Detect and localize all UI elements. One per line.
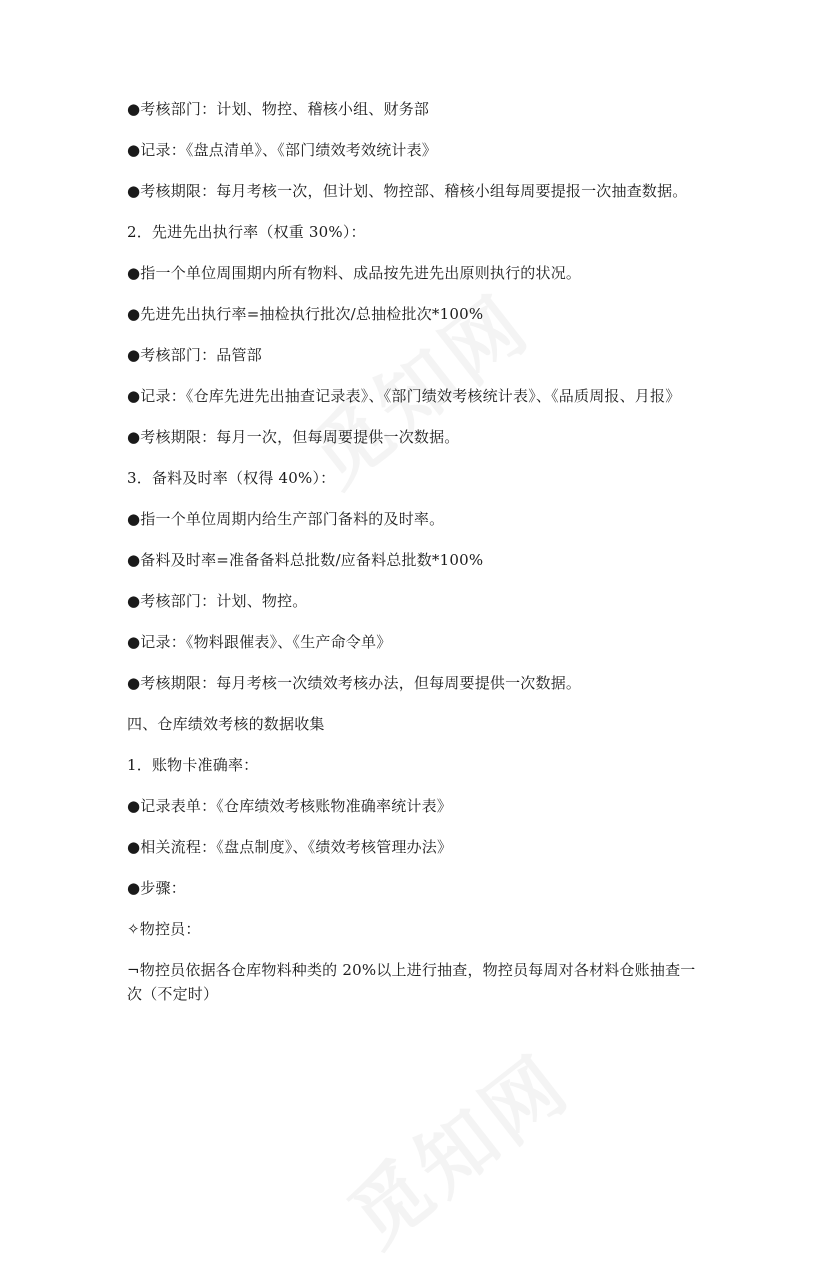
paragraph-prep-department: ●考核部门：计划、物控。 — [127, 592, 308, 610]
paragraph-prep-formula: ●备料及时率=准备备料总批数/应备料总批数*100% — [127, 551, 484, 569]
paragraph-steps: ●步骤： — [127, 879, 186, 897]
watermark — [322, 1024, 590, 1267]
paragraph-fifo-formula: ●先进先出执行率=抽检执行批次/总抽检批次*100% — [127, 305, 484, 323]
paragraph-fifo-records: ●记录：《仓库先进先出抽查记录表》、《部门绩效考核统计表》、《品质周报、月报》 — [127, 387, 681, 405]
section-heading-material-prep-rate: 3．备料及时率（权得 40%）： — [127, 469, 336, 487]
document-body — [127, 97, 707, 1023]
paragraph-fifo-definition: ●指一个单位周围期内所有物料、成品按先进先出原则执行的状况。 — [127, 264, 582, 282]
paragraph-fifo-period: ●考核期限：每月一次，但每周要提供一次数据。 — [127, 428, 460, 446]
paragraph-related-processes: ●相关流程：《盘点制度》、《绩效考核管理办法》 — [127, 838, 453, 856]
paragraph-controller-spot-check: ¬物控员依据各仓库物料种类的 20%以上进行抽查，物控员每周对各材料仓账抽查一次（不定时） — [127, 961, 696, 1003]
paragraph-fifo-department: ●考核部门：品管部 — [127, 346, 262, 364]
paragraph-record-forms: ●记录表单：《仓库绩效考核账物准确率统计表》 — [127, 797, 452, 815]
paragraph-assessment-period: ●考核期限：每月考核一次，但计划、物控部、稽核小组每周要提报一次抽查数据。 — [127, 182, 688, 200]
subheading-account-accuracy: 1．账物卡准确率： — [127, 756, 259, 774]
paragraph-prep-definition: ●指一个单位周期内给生产部门备料的及时率。 — [127, 510, 445, 528]
paragraph-material-controller: ✧物控员： — [127, 920, 201, 938]
paragraph-records: ●记录：《盘点清单》、《部门绩效考效统计表》 — [127, 141, 437, 159]
paragraph-prep-period: ●考核期限：每月考核一次绩效考核办法，但每周要提供一次数据。 — [127, 674, 582, 692]
section-heading-data-collection: 四、仓库绩效考核的数据收集 — [127, 715, 325, 733]
section-heading-fifo-rate: 2．先进先出执行率（权重 30%）： — [127, 223, 366, 241]
paragraph-prep-records: ●记录：《物料跟催表》、《生产命令单》 — [127, 633, 392, 651]
paragraph-assessment-departments: ●考核部门：计划、物控、稽核小组、财务部 — [127, 100, 430, 118]
